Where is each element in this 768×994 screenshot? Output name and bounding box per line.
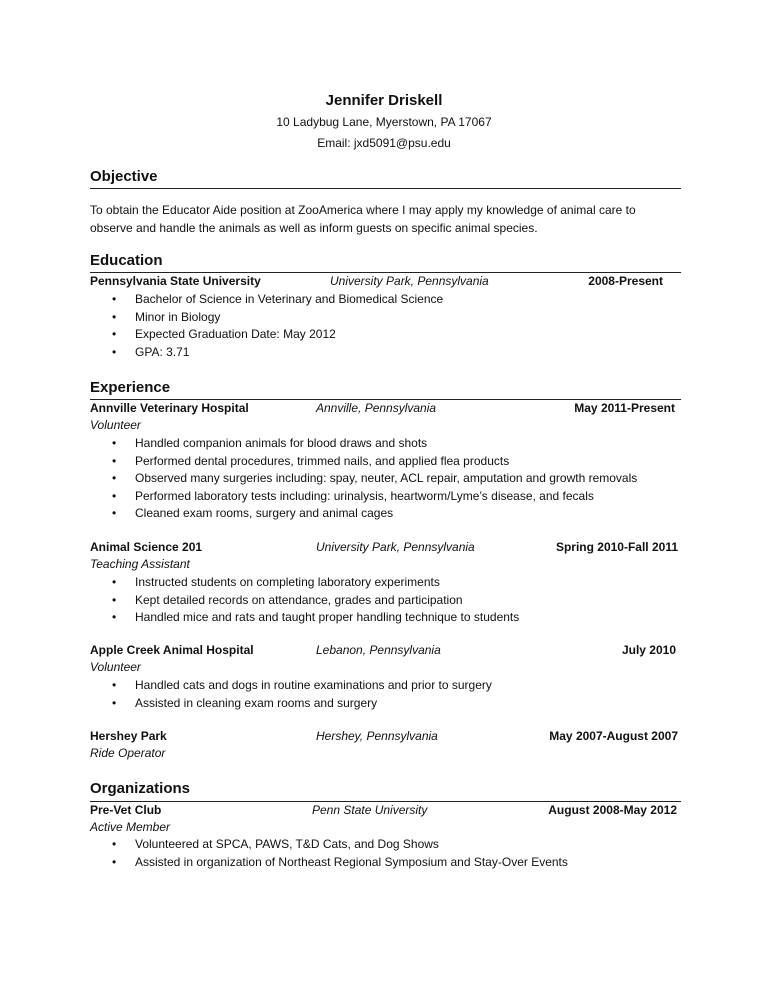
section-divider xyxy=(90,801,681,802)
list-item: • Instructed students on completing laboratory experiments xyxy=(112,574,692,592)
list-item: • Performed dental procedures, trimmed nails, and applied flea products xyxy=(112,453,692,471)
experience-role: Volunteer xyxy=(90,418,141,432)
list-item: • Kept detailed records on attendance, grades and participation xyxy=(112,592,692,610)
experience-dates: May 2007-August 2007 xyxy=(549,729,678,743)
experience-location: Lebanon, Pennsylvania xyxy=(316,643,441,657)
list-item: • Handled mice and rats and taught proper handling technique to students xyxy=(112,609,692,627)
experience-org: Animal Science 201 xyxy=(90,540,203,554)
bullet-glyph: • xyxy=(112,575,117,589)
list-item: • Volunteered at SPCA, PAWS, T&D Cats, and Dog Shows xyxy=(112,836,692,854)
list-item: • Cleaned exam rooms, surgery and animal cages xyxy=(112,505,692,523)
experience-bullets xyxy=(112,435,692,523)
bullet-glyph: • xyxy=(112,453,117,468)
bullet-glyph: • xyxy=(112,327,117,342)
experience-location: Annville, Pennsylvania xyxy=(316,401,437,415)
experience-location: University Park, Pennsylvania xyxy=(316,540,475,554)
bullet-glyph: • xyxy=(112,837,117,851)
organization-entry-header xyxy=(90,803,678,820)
experience-role: Volunteer xyxy=(90,660,141,674)
bullet-glyph: • xyxy=(112,695,117,710)
experience-entry-header xyxy=(90,643,678,660)
list-item: • Observed many surgeries including: spay, neuter, ACL repair, amputation and growth removals xyxy=(112,470,692,488)
list-item: • Minor in Biology xyxy=(112,309,692,327)
section-divider xyxy=(90,272,681,273)
education-entry-header xyxy=(90,274,678,291)
education-bullets xyxy=(112,291,692,361)
objective-heading: Objective xyxy=(90,168,158,185)
experience-org: Hershey Park xyxy=(90,729,167,743)
list-item: • Performed laboratory tests including: urinalysis, heartworm/Lyme’s disease, and fecals xyxy=(112,488,692,506)
experience-dates: May 2011-Present xyxy=(574,401,675,415)
contact-address: 10 Ladybug Lane, Myerstown, PA 17067 xyxy=(276,115,492,129)
experience-dates: Spring 2010-Fall 2011 xyxy=(555,540,678,554)
section-divider xyxy=(90,399,681,400)
experience-role: Teaching Assistant xyxy=(90,557,190,571)
experience-org: Annville Veterinary Hospital xyxy=(90,401,249,415)
experience-heading: Experience xyxy=(90,379,171,396)
contact-email: Email: jxd5091@psu.edu xyxy=(317,136,451,150)
experience-dates: July 2010 xyxy=(621,643,676,657)
organizations-heading: Organizations xyxy=(90,780,191,797)
list-item: • Assisted in cleaning exam rooms and surgery xyxy=(112,695,692,713)
list-item: • Handled cats and dogs in routine examinations and prior to surgery xyxy=(112,677,692,695)
list-item: • Expected Graduation Date: May 2012 xyxy=(112,326,692,344)
experience-entry-header xyxy=(90,729,678,746)
bullet-glyph: • xyxy=(112,610,117,625)
bullet-glyph: • xyxy=(112,309,117,324)
experience-bullets xyxy=(112,574,692,627)
experience-entry-header xyxy=(90,540,678,557)
school-location: University Park, Pennsylvania xyxy=(330,274,489,288)
bullet-glyph: • xyxy=(112,592,117,607)
list-item: • Bachelor of Science in Veterinary and Biomedical Science xyxy=(112,291,692,309)
bullet-glyph: • xyxy=(112,506,117,521)
experience-role: Ride Operator xyxy=(90,746,166,760)
bullet-glyph: • xyxy=(112,471,117,486)
list-item: • GPA: 3.71 xyxy=(112,344,692,362)
objective-text: To obtain the Educator Aide position at ZooAmerica where I may apply my knowledge of animal care to observe and handle the animals as well as inform guests on specific animal species. xyxy=(90,203,636,235)
experience-bullets xyxy=(112,677,692,712)
organization-role: Active Member xyxy=(90,820,171,834)
list-item: • Assisted in organization of Northeast Regional Symposium and Stay-Over Events xyxy=(112,854,692,872)
organization-name: Pre-Vet Club xyxy=(90,803,162,817)
bullet-glyph: • xyxy=(112,436,117,450)
organization-location: Penn State University xyxy=(312,803,428,817)
school-name: Pennsylvania State University xyxy=(90,274,261,288)
experience-location: Hershey, Pennsylvania xyxy=(316,729,438,743)
resume-name: Jennifer Driskell xyxy=(325,92,443,109)
bullet-glyph: • xyxy=(112,854,117,869)
section-divider xyxy=(90,188,681,189)
organization-dates: August 2008-May 2012 xyxy=(548,803,677,817)
school-dates: 2008-Present xyxy=(588,274,663,288)
education-heading: Education xyxy=(90,252,163,269)
bullet-glyph: • xyxy=(112,292,117,306)
list-item: • Handled companion animals for blood draws and shots xyxy=(112,435,692,453)
bullet-glyph: • xyxy=(112,344,117,359)
organization-bullets xyxy=(112,836,692,871)
experience-entry-header xyxy=(90,401,678,418)
bullet-glyph: • xyxy=(112,488,117,503)
bullet-glyph: • xyxy=(112,678,117,692)
experience-org: Apple Creek Animal Hospital xyxy=(90,643,254,657)
